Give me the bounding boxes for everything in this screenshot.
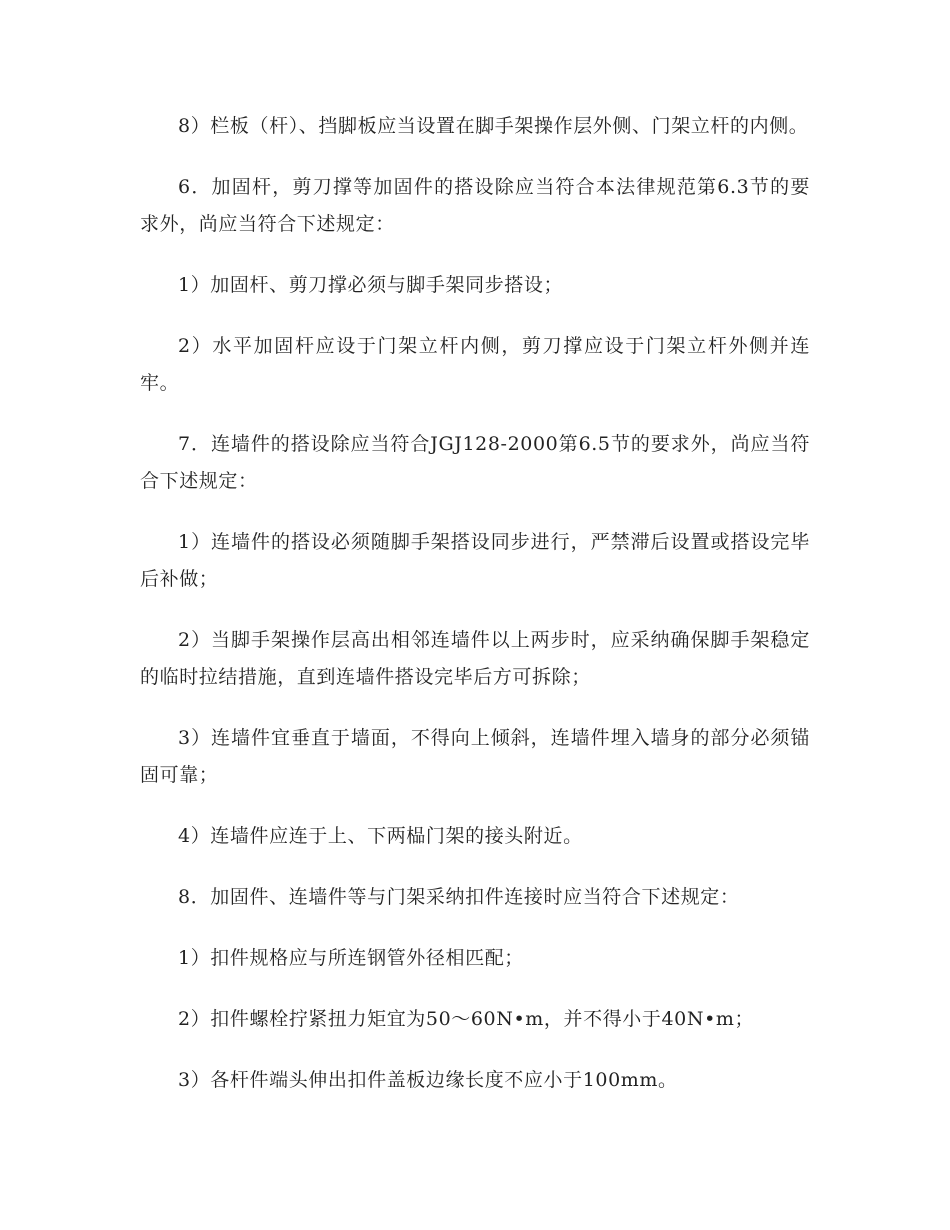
paragraph-section-7: 7．连墙件的搭设除应当符合JGJ128-2000第6.5节的要求外，尚应当符合下述规定： xyxy=(140,433,810,492)
paragraph-6-2: 2）水平加固杆应设于门架立杆内侧，剪刀撑应设于门架立杆外侧并连牢。 xyxy=(140,335,810,394)
paragraph-railing: 8）栏板（杆）、挡脚板应当设置在脚手架操作层外侧、门架立杆的内侧。 xyxy=(178,115,809,137)
paragraph-7-2: 2）当脚手架操作层高出相邻连墙件以上两步时，应采纳确保脚手架稳定的临时拉结措施，直到连墙件搭设完毕后方可拆除； xyxy=(140,629,810,688)
document-body xyxy=(140,108,810,1123)
paragraph-7-4: 4）连墙件应连于上、下两榀门架的接头附近。 xyxy=(178,825,583,847)
paragraph-7-1: 1）连墙件的搭设必须随脚手架搭设同步进行，严禁滞后设置或搭设完毕后补做； xyxy=(140,531,810,590)
paragraph-6-1: 1）加固杆、剪刀撑必须与脚手架同步搭设； xyxy=(178,274,564,296)
paragraph-section-6: 6．加固杆，剪刀撑等加固件的搭设除应当符合本法律规范第6.3节的要求外，尚应当符合下述规定： xyxy=(140,176,810,235)
paragraph-8-3: 3）各杆件端头伸出扣件盖板边缘长度不应小于100mm。 xyxy=(178,1069,678,1091)
paragraph-8-1: 1）扣件规格应与所连钢管外径相匹配； xyxy=(178,947,524,969)
paragraph-8-2: 2）扣件螺栓拧紧扭力矩宜为50～60N•m，并不得小于40N•m； xyxy=(178,1008,755,1030)
paragraph-section-8: 8．加固件、连墙件等与门架采纳扣件连接时应当符合下述规定： xyxy=(178,886,740,908)
paragraph-7-3: 3）连墙件宜垂直于墙面，不得向上倾斜，连墙件埋入墙身的部分必须锚固可靠； xyxy=(140,727,810,786)
